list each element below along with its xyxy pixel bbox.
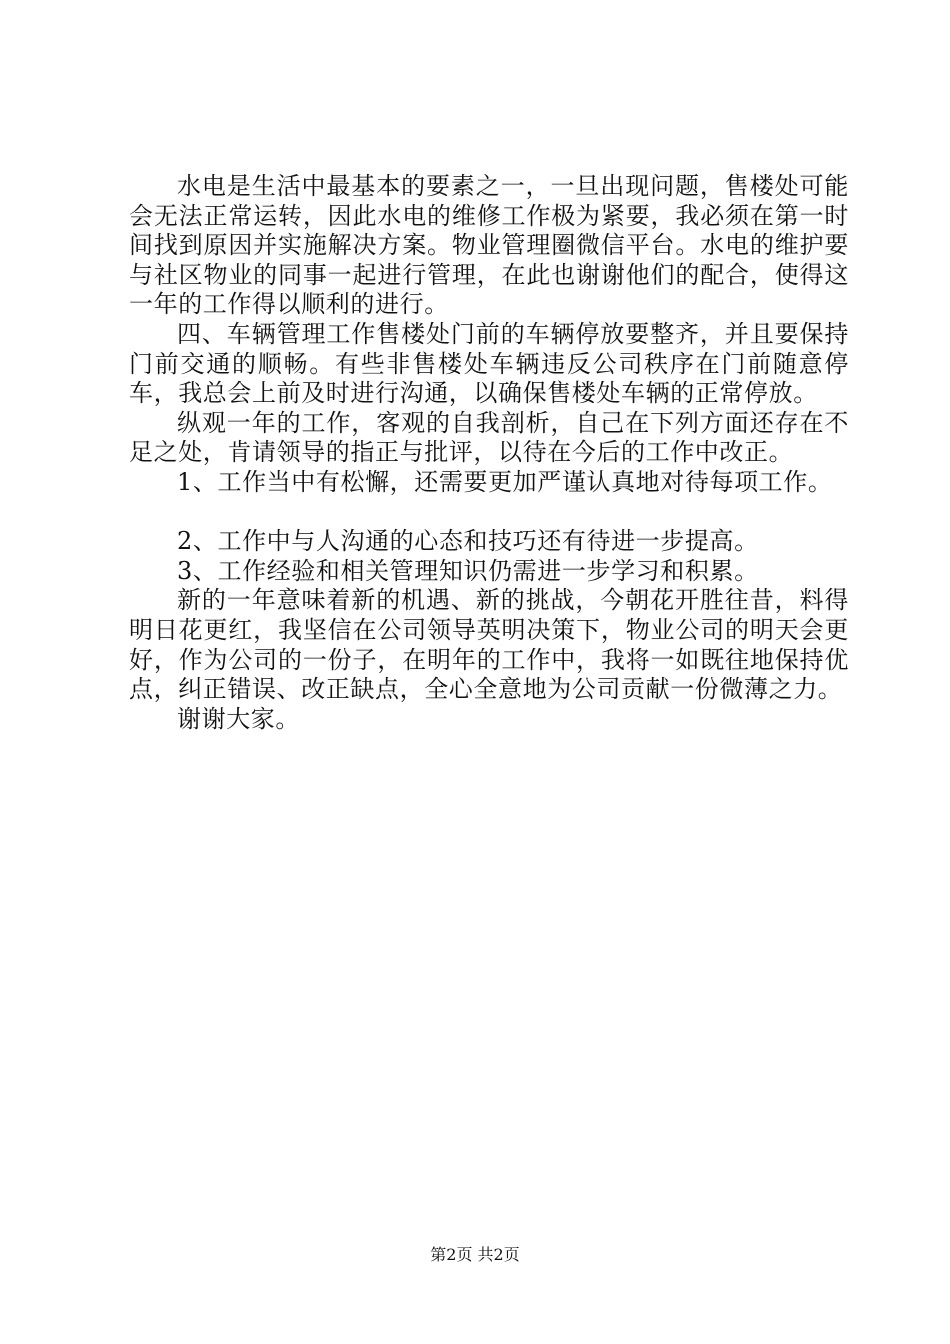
page-footer (0, 1244, 950, 1266)
paragraph-new-year: 新的一年意味着新的机遇、新的挑战，今朝花开胜往昔，料得明日花更红，我坚信在公司领导英明决策下，物业公司的明天会更好，作为公司的一份子，在明年的工作中，我将一如既往地保持优点，纠正错误、改正缺点，全心全意地为公司贡献一份微薄之力。 (129, 586, 849, 704)
document-body (129, 172, 849, 734)
page-number: 第2页 共2页 (430, 1245, 520, 1264)
paragraph-self-review: 纵观一年的工作，客观的自我剖析，自己在下列方面还存在不足之处，肯请领导的指正与批评，以待在今后的工作中改正。 (129, 408, 849, 467)
paragraph-vehicle-management: 四、车辆管理工作售楼处门前的车辆停放要整齐，并且要保持门前交通的顺畅。有些非售楼处车辆违反公司秩序在门前随意停车，我总会上前及时进行沟通，以确保售楼处车辆的正常停放。 (129, 319, 849, 408)
paragraph-item-2: 2、工作中与人沟通的心态和技巧还有待进一步提高。 (177, 527, 759, 556)
paragraph-utilities: 水电是生活中最基本的要素之一，一旦出现问题，售楼处可能会无法正常运转，因此水电的维修工作极为紧要，我必须在第一时间找到原因并实施解决方案。物业管理圈微信平台。水电的维护要与社区物业的同事一起进行管理，在此也谢谢他们的配合，使得这一年的工作得以顺利的进行。 (129, 172, 849, 319)
paragraph-item-3: 3、工作经验和相关管理知识仍需进一步学习和积累。 (177, 556, 759, 585)
paragraph-thanks: 谢谢大家。 (177, 704, 300, 733)
paragraph-item-1: 1、工作当中有松懈，还需要更加严谨认真地对待每项工作。 (177, 467, 833, 496)
